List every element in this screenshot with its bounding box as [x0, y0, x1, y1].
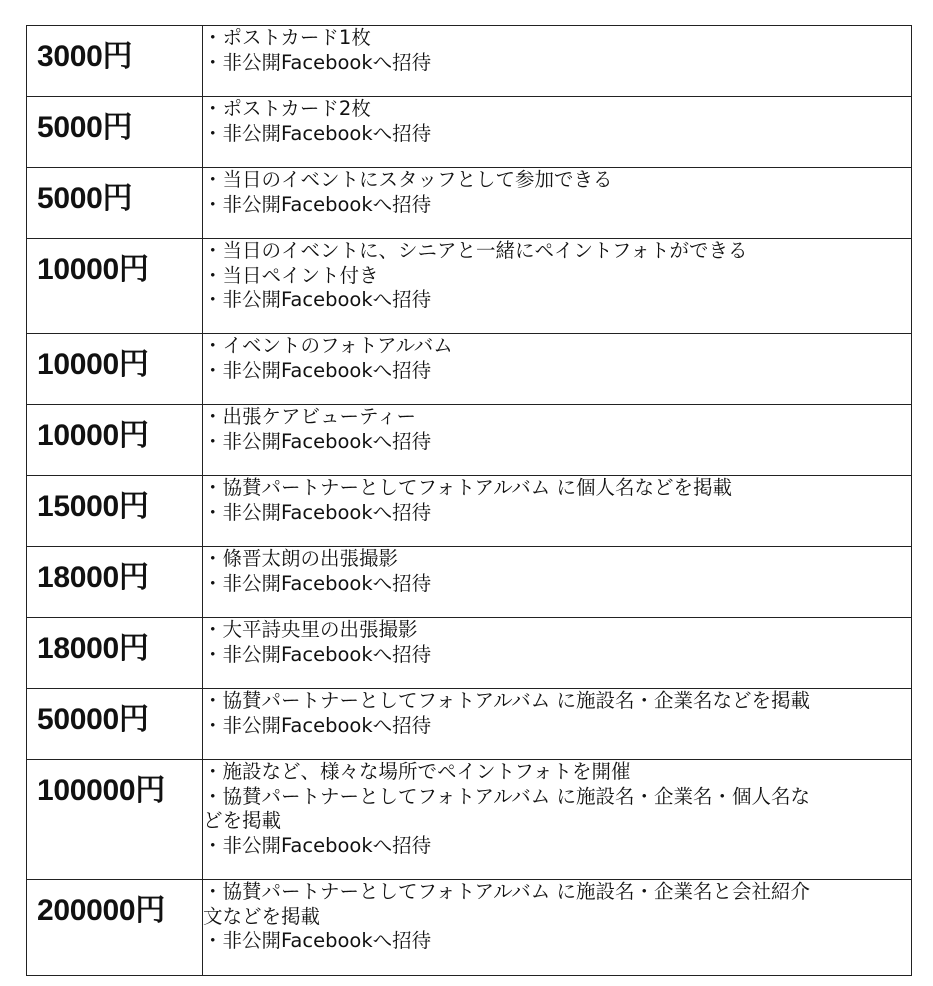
reward-item: ・非公開Facebookへ招待	[203, 121, 432, 145]
reward-item: ・非公開Facebookへ招待	[203, 429, 432, 453]
price-label: 3000円	[37, 40, 133, 73]
reward-item: ・施設など、様々な場所でペイントフォトを開催	[203, 760, 631, 783]
price-cell	[27, 239, 203, 334]
table-row	[27, 618, 912, 689]
reward-item: ・当日ペイント付き	[203, 263, 379, 287]
description-cell	[203, 168, 912, 239]
price-label: 15000円	[37, 490, 149, 523]
price-label: 200000円	[37, 894, 166, 927]
description-cell	[203, 760, 912, 880]
reward-item: ・非公開Facebookへ招待	[203, 833, 432, 857]
table-row	[27, 26, 912, 97]
price-label: 18000円	[37, 561, 149, 594]
reward-item: ・出張ケアビューティー	[203, 405, 416, 428]
reward-item: ・協賛パートナーとしてフォトアルバム に施設名・企業名などを掲載	[203, 689, 810, 712]
price-label: 5000円	[37, 111, 133, 144]
reward-item: ・非公開Facebookへ招待	[203, 50, 432, 74]
price-cell	[27, 880, 203, 976]
table-row	[27, 760, 912, 880]
description-cell	[203, 476, 912, 547]
price-cell	[27, 689, 203, 760]
price-cell	[27, 760, 203, 880]
reward-item: ・イベントのフォトアルバム	[203, 334, 453, 357]
price-label: 10000円	[37, 419, 149, 452]
reward-item: ・非公開Facebookへ招待	[203, 288, 432, 311]
table-row	[27, 880, 912, 976]
reward-table	[26, 25, 912, 976]
table-row	[27, 547, 912, 618]
price-cell	[27, 405, 203, 476]
price-label: 18000円	[37, 632, 149, 665]
table-row	[27, 334, 912, 405]
price-label: 100000円	[37, 774, 166, 807]
reward-item: ・非公開Facebookへ招待	[203, 642, 432, 666]
reward-item: ・協賛パートナーとしてフォトアルバム に施設名・企業名と会社紹介	[203, 880, 810, 903]
reward-item: ・條晋太朗の出張撮影	[203, 547, 399, 570]
reward-item: どを掲載	[203, 809, 282, 832]
description-cell	[203, 547, 912, 618]
description-cell	[203, 26, 912, 97]
reward-item: ・非公開Facebookへ招待	[203, 358, 432, 382]
reward-item: ・非公開Facebookへ招待	[203, 571, 432, 595]
table-row	[27, 239, 912, 334]
price-cell	[27, 547, 203, 618]
price-label: 10000円	[37, 253, 149, 286]
price-label: 50000円	[37, 703, 149, 736]
description-cell	[203, 334, 912, 405]
reward-item: ・非公開Facebookへ招待	[203, 929, 432, 952]
reward-item: ・大平詩央里の出張撮影	[203, 618, 418, 641]
table-row	[27, 97, 912, 168]
reward-table-body	[27, 26, 912, 976]
reward-item: ・ポストカード1枚	[203, 26, 371, 49]
reward-item: ・非公開Facebookへ招待	[203, 192, 432, 216]
price-label: 10000円	[37, 348, 149, 381]
price-cell	[27, 97, 203, 168]
reward-item: ・協賛パートナーとしてフォトアルバム に個人名などを掲載	[203, 476, 732, 499]
price-cell	[27, 334, 203, 405]
table-row	[27, 168, 912, 239]
reward-item: ・当日のイベントに、シニアと一緒にペイントフォトができる	[203, 239, 748, 262]
reward-item: ・非公開Facebookへ招待	[203, 500, 432, 524]
price-cell	[27, 26, 203, 97]
price-cell	[27, 476, 203, 547]
price-cell	[27, 618, 203, 689]
table-row	[27, 405, 912, 476]
price-cell	[27, 168, 203, 239]
reward-item: 文などを掲載	[203, 904, 321, 928]
table-row	[27, 689, 912, 760]
description-cell	[203, 97, 912, 168]
reward-item: ・当日のイベントにスタッフとして参加できる	[203, 168, 613, 191]
table-row	[27, 476, 912, 547]
description-cell	[203, 880, 912, 976]
reward-item: ・協賛パートナーとしてフォトアルバム に施設名・企業名・個人名な	[203, 784, 810, 808]
reward-item: ・ポストカード2枚	[203, 97, 371, 120]
description-cell	[203, 405, 912, 476]
description-cell	[203, 239, 912, 334]
description-cell	[203, 689, 912, 760]
description-cell	[203, 618, 912, 689]
reward-item: ・非公開Facebookへ招待	[203, 713, 432, 737]
price-label: 5000円	[37, 182, 133, 215]
